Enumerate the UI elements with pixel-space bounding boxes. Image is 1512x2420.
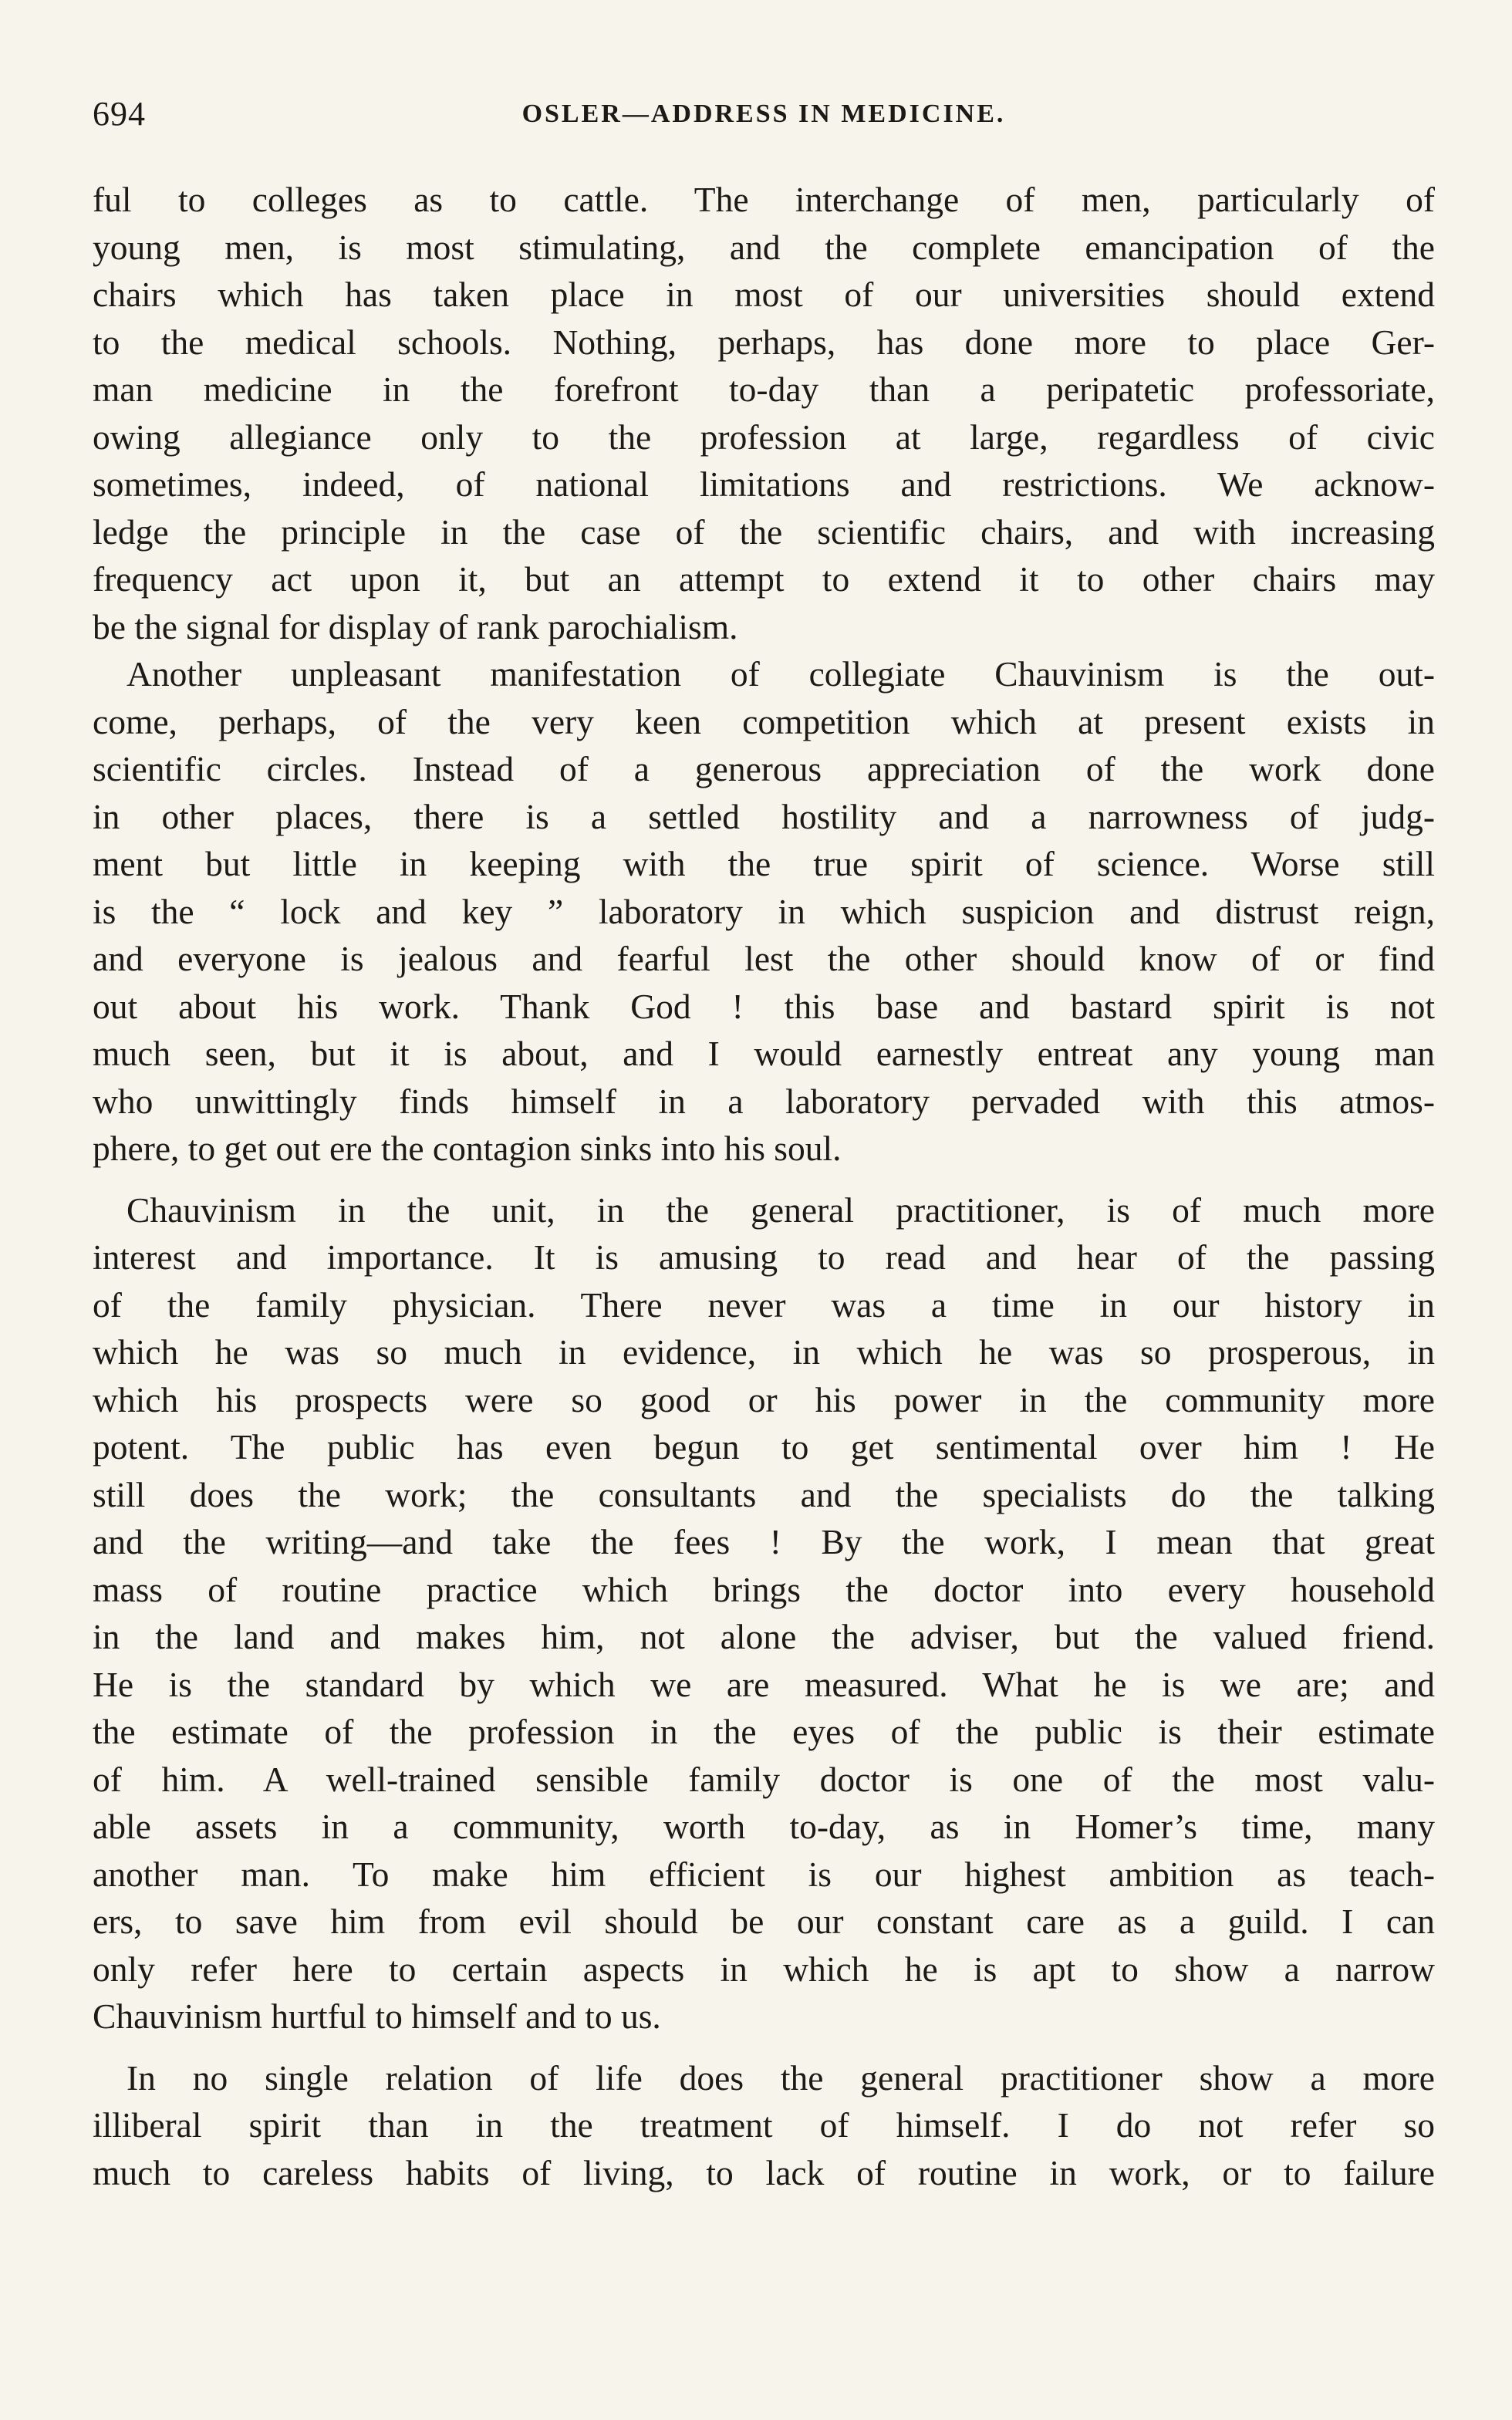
text-line: interest and importance. It is amusing to read and hear of the passing [93,1237,1435,1277]
running-title: OSLER—ADDRESS IN MEDICINE. [521,100,1006,128]
body-text [93,176,1435,2196]
text-line: frequency act upon it, but an attempt to extend it to other chairs may [93,559,1435,599]
text-line: out about his work. Thank God ! this base and bastard spirit is not [93,986,1435,1026]
paragraph-1 [93,176,1435,650]
text-line: which his prospects were so good or his power in the community more [93,1379,1435,1419]
text-line: owing allegiance only to the profession at large, regardless of civic [93,417,1435,457]
text-line: ment but little in keeping with the true spirit of science. Worse still [93,844,1435,883]
text-line: of the family physician. There never was a time in our history in [93,1284,1435,1325]
text-line: ledge the principle in the case of the scientific chairs, and with increasing [93,511,1435,552]
running-head [93,91,1435,137]
text-line: young men, is most stimulating, and the complete emancipation of the [93,227,1435,267]
text-line: ers, to save him from evil should be our constant care as a guild. I can [93,1902,1435,1941]
text-line: phere, to get out ere the contagion sinks into his soul. [93,1129,842,1168]
paragraph-3 [93,1186,1435,2040]
text-line: sometimes, indeed, of national limitations and restrictions. We acknow- [93,464,1435,504]
text-line: In no single relation of life does the general practitioner show a more [127,2057,1435,2098]
text-line: scientific circles. Instead of a generous appreciation of the work done [93,749,1435,788]
paragraph-4 [93,2054,1435,2197]
text-line: is the “ lock and key ” laboratory in which suspicion and distrust reign, [93,891,1435,931]
text-line: of him. A well-trained sensible family doctor is one of the most valu- [93,1759,1435,1799]
paragraph-2 [93,650,1435,1173]
text-line: in the land and makes him, not alone the adviser, but the valued friend. [93,1617,1435,1656]
text-line: in other places, there is a settled hostility and a narrowness of judg- [93,796,1435,836]
text-line: the estimate of the profession in the eyes of the public is their estimate [93,1712,1435,1751]
text-line: Another unpleasant manifestation of collegiate Chauvinism is the out- [127,654,1435,694]
text-line: man medicine in the forefront to-day than a peripatetic professoriate, [93,370,1435,409]
page-number: 694 [93,95,146,133]
text-line: He is the standard by which we are measured. What he is we are; and [93,1664,1435,1704]
text-line: Chauvinism hurtful to himself and to us. [93,1996,661,2036]
text-line: much seen, but it is about, and I would earnestly entreat any young man [93,1034,1435,1073]
text-line: illiberal spirit than in the treatment of himself. I do not refer so [93,2105,1435,2145]
text-line: chairs which has taken place in most of our universities should extend [93,275,1435,314]
text-line: and everyone is jealous and fearful lest the other should know of or find [93,939,1435,978]
text-line: come, perhaps, of the very keen competition which at present exists in [93,701,1435,741]
text-line: mass of routine practice which brings the doctor into every household [93,1569,1435,1609]
text-line: much to careless habits of living, to lack of routine in work, or to failure [93,2152,1435,2192]
text-line: be the signal for display of rank parochialism. [93,606,738,646]
text-line: which he was so much in evidence, in which he was so prosperous, in [93,1332,1435,1372]
text-line: and the writing—and take the fees ! By the work, I mean that great [93,1522,1435,1561]
text-line: only refer here to certain aspects in which he is apt to show a narrow [93,1949,1435,1989]
text-line: who unwittingly finds himself in a laboratory pervaded with this atmos- [93,1081,1435,1121]
text-line: ful to colleges as to cattle. The interchange of men, particularly of [93,180,1435,219]
text-line: another man. To make him efficient is our highest ambition as teach- [93,1854,1435,1894]
paragraph-gap [93,2040,1435,2054]
text-line: Chauvinism in the unit, in the general practitioner, is of much more [127,1190,1435,1230]
text-line: able assets in a community, worth to-day, as in Homer’s time, many [93,1807,1435,1846]
text-line: potent. The public has even begun to get sentimental over him ! He [93,1427,1435,1467]
paragraph-gap [93,1173,1435,1186]
text-line: still does the work; the consultants and the specialists do the talking [93,1474,1435,1514]
text-line: to the medical schools. Nothing, perhaps, has done more to place Ger- [93,322,1435,362]
